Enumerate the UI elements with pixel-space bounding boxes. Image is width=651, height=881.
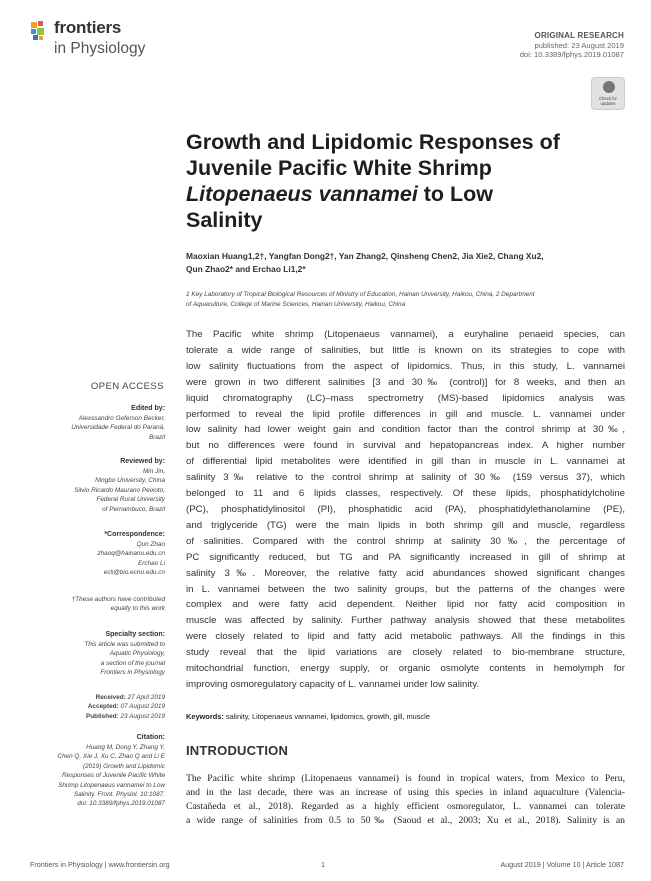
introduction-text: [186, 772, 625, 828]
author-line[interactable]: Qun Zhao2* and Erchao Li1,2*: [186, 264, 306, 274]
keywords-label: Keywords:: [186, 712, 224, 721]
citation-line: Shrimp Litopenaeus vannamei to Low: [58, 781, 165, 789]
citation-line: Chen Q, Xie J, Xu C, Zhao Q and Li E: [57, 753, 165, 761]
citation-line: (2019) Growth and Lipidomic: [82, 762, 165, 770]
reviewed-by-label: Reviewed by:: [120, 458, 165, 465]
journal-logo[interactable]: [30, 18, 160, 62]
body-line: a wide range of salinities from 0.5 to 50‰ (Saoud et al., 2003; Xu et al., 2018). Salinity is an: [186, 815, 625, 826]
abstract-line: salinity 3‰ relative to the control shrimp at salinity of 30‰ (159 versus 37), which: [186, 472, 625, 484]
citation-line: Responses of Juvenile Pacific White: [61, 772, 165, 780]
abstract-line: study reveal that the lipid variations are closely related to bio-membrane structure,: [186, 647, 625, 659]
corresponding-author: Qun Zhao: [136, 541, 165, 548]
specialty-line: Aquatic Physiology,: [109, 650, 165, 658]
dates-block: [86, 693, 165, 721]
affiliations: [186, 290, 626, 310]
abstract-line: The Pacific white shrimp (Litopenaeus vannamei), a euryhaline penaeid species, can: [186, 329, 625, 340]
citation-block: [57, 733, 165, 809]
abstract-line: of differential lipid metabolites were identified in gill than in muscle in L. vannamei at: [186, 456, 625, 468]
note-line: †These authors have contributed: [71, 596, 165, 603]
title-line: [186, 181, 626, 207]
reviewer-affiliation: Federal Rural University: [96, 496, 165, 504]
abstract-line: low salinity fluctuations from the aspect of lipidomics. Thus, in this study, L. vannamei: [186, 360, 625, 372]
published-value: 23 August 2019: [118, 712, 165, 720]
species-name: Litopenaeus vannamei: [186, 182, 418, 206]
published-date-side: [86, 712, 165, 721]
reviewer-name[interactable]: Min Jin,: [142, 468, 165, 475]
footer-issue-info: August 2019 | Volume 10 | Article 1087: [500, 860, 624, 869]
abstract-line: liquid chromatography (LC)–mass spectrometry (MS)-based lipidomics analysis was: [186, 392, 625, 404]
abstract: [186, 327, 625, 693]
accepted-date: [86, 702, 165, 711]
abstract-line: but no differences were found in survival and hepatopancreas index. A higher number: [186, 440, 625, 452]
editor-country: Brazil: [149, 433, 165, 441]
open-access-label: OPEN ACCESS: [90, 381, 164, 392]
citation-doi-link[interactable]: doi: 10.3389/fphys.2019.01087: [77, 800, 165, 808]
abstract-line: salinity 3‰. Moreover, the relative fatty acid abundances showed significant changes: [186, 567, 625, 579]
check-for-label: Check for: [599, 96, 617, 101]
page-number: 1: [321, 860, 325, 869]
reviewer-affiliation: of Pernambuco, Brazil: [102, 505, 165, 513]
author-list: [186, 250, 626, 276]
received-label: Received:: [95, 694, 126, 701]
keywords-text: salinity, Litopenaeus vannamei, lipidomics, growth, gill, muscle: [223, 712, 430, 721]
reviewer-affiliation: Ningbo University, China: [95, 477, 165, 485]
email-link[interactable]: ecli@bio.ecnu.edu.cn: [103, 569, 165, 577]
author-line[interactable]: Maoxian Huang1,2†, Yangfan Dong2†, Yan Zhang2, Qinsheng Chen2, Jia Xie2, Chang Xu2,: [186, 251, 544, 261]
logo-word-journal: in Physiology: [54, 40, 146, 57]
abstract-line: in L. vannamei between the two salinity groups, but the patterns of the changes were: [186, 583, 625, 595]
keywords: [186, 712, 626, 721]
update-badge-icon: [603, 81, 615, 93]
specialty-section-block: [84, 630, 165, 678]
abstract-line: low salinity had lower weight gain and condition factor than the control shrimp at 30‰,: [186, 424, 625, 436]
body-line: and in the last decade, there was an increase of using this species in inland aquaculture (Valencia-: [186, 787, 625, 798]
abstract-line: and triglyceride (TG) were the main lipids in both shrimp gill and muscle, regardless: [186, 519, 625, 531]
article-type: ORIGINAL RESEARCH: [534, 31, 624, 40]
logo-word-frontiers: frontiers: [54, 18, 122, 37]
specialty-line: a section of the journal: [100, 659, 165, 667]
abstract-line: improving osmoregulatory capacity of L. vannamei under low salinity.: [186, 678, 479, 690]
citation-line: Salinity. Front. Physiol. 10:1087.: [73, 791, 165, 799]
doi-link[interactable]: doi: 10.3389/fphys.2019.01087: [519, 50, 624, 59]
correspondence-block: [97, 530, 165, 578]
abstract-line: complex and were fatty acid dependent. Neither lipid nor fatty acid composition in: [186, 599, 625, 611]
editor-affiliation: Universidade Federal do Paraná,: [71, 424, 165, 432]
affiliation-line: of Aquaculture, College of Marine Sciences, Hainan University, Haikou, China: [186, 301, 406, 308]
received-value: 27 April 2019: [125, 694, 165, 701]
updates-label: updates: [600, 101, 616, 106]
published-label: Published:: [86, 712, 119, 720]
abstract-line: tolerate a wide range of salinities, but little is known on its strategies to cope with: [186, 344, 625, 356]
abstract-line: mitochondrial function, energy supply, or organic osmolyte contents in hemolymph for: [186, 663, 625, 675]
affiliation-line: 1 Key Laboratory of Tropical Biological Resources of Ministry of Education, Hainan University, Haikou, China, 2 Department: [186, 291, 535, 298]
specialty-line: Frontiers in Physiology: [100, 669, 165, 677]
body-line: The Pacific white shrimp (Litopenaeus vannamei) is found in tropical waters, from Mexico to Peru,: [186, 773, 625, 784]
equal-contribution-note: [72, 595, 165, 614]
accepted-label: Accepted:: [87, 703, 119, 711]
abstract-line: (PC), phosphatidylinositol (PI), phosphatidic acid (PA), phosphatidylethanolamine (PE),: [186, 503, 625, 515]
abstract-line: PC significantly reduced, but TG and PA significantly increased in gill of shrimp at: [186, 551, 625, 563]
editor-name[interactable]: Alexssandro Geferson Becker,: [78, 415, 165, 422]
abstract-line: of salinities. Compared with the control shrimp at salinity 30‰, the percentage of: [186, 535, 625, 547]
edited-by-label: Edited by:: [131, 405, 165, 412]
body-line: Castañeda et al., 2018). Regarded as a highly efficient osmoregulator, L. vannamei can tolerate: [186, 801, 625, 812]
correspondence-label: *Correspondence:: [104, 531, 165, 538]
title-line: Juvenile Pacific White Shrimp: [186, 156, 492, 180]
abstract-line: muscle was affected by salinity. Further pathway analysis showed that these metabolites: [186, 615, 625, 627]
edited-by-block: [71, 404, 165, 442]
specialty-line: This article was submitted to: [84, 641, 165, 648]
accepted-value: 07 August 2019: [118, 703, 165, 711]
abstract-line: were grown in two different salinities [3 and 30‰ (control)] for 8 weeks, and then an: [186, 376, 625, 388]
check-for-updates-button[interactable]: [591, 77, 625, 110]
frontiers-logo-icon: [30, 20, 52, 42]
published-date: published: 23 August 2019: [534, 41, 624, 50]
specialty-label: Specialty section:: [105, 631, 165, 638]
abstract-line: belonged to 11 and 6 lipids classes, respectively. Of these lipids, phosphatidylcholine: [186, 488, 625, 500]
abstract-line: performed to reveal the lipid profile differences in gill and muscle. L. vannamei under: [186, 408, 625, 420]
section-heading-introduction: INTRODUCTION: [186, 743, 289, 758]
citation-label: Citation:: [136, 734, 165, 741]
abstract-line: were closely related to lipid and fatty acid metabolic pathways. All the findings in this: [186, 631, 625, 643]
corresponding-author: Erchao Li: [138, 559, 165, 567]
title-line: Growth and Lipidomic Responses of: [186, 130, 560, 154]
reviewed-by-block: [74, 457, 165, 514]
reviewer-name[interactable]: Silvio Ricardo Maurano Peixoto,: [74, 486, 165, 494]
title-text: to Low: [417, 182, 494, 206]
received-date: [86, 693, 165, 702]
email-link[interactable]: zhaoq@hainanu.edu.cn: [97, 550, 165, 558]
footer-journal-link[interactable]: Frontiers in Physiology | www.frontiersin.org: [30, 860, 170, 869]
title-line: Salinity: [186, 208, 263, 232]
note-line: equally to this work: [110, 605, 165, 613]
article-title: [186, 129, 626, 233]
citation-line: Huang M, Dong Y, Zhang Y,: [86, 744, 165, 751]
